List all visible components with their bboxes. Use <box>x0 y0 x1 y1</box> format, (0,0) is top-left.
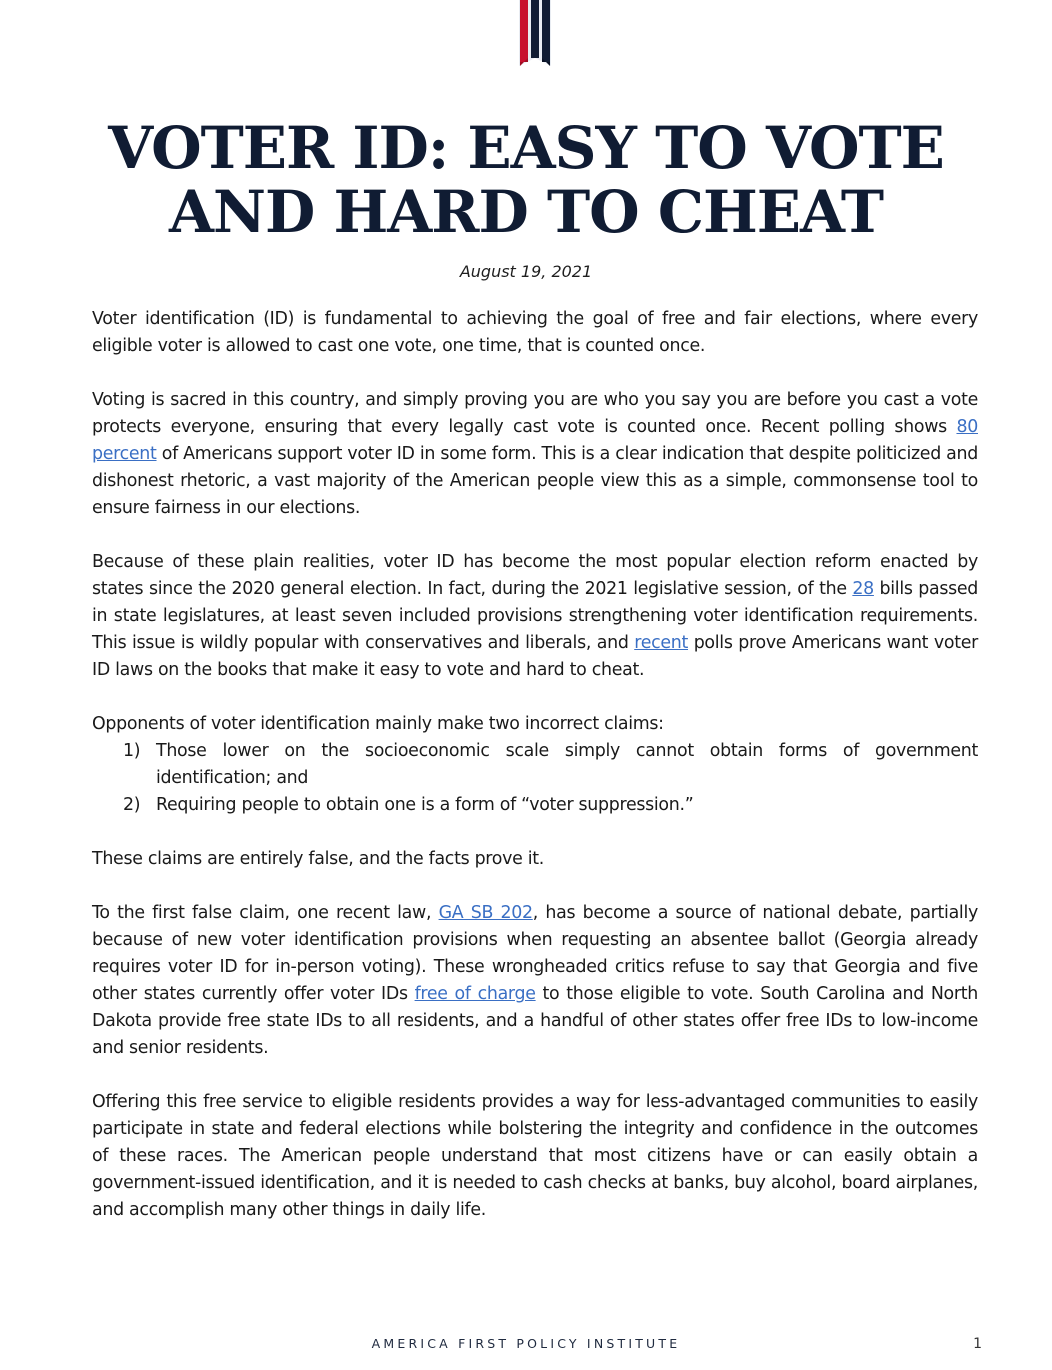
paragraph-text: polls prove Americans want voter ID laws on the books that make it easy to vote and hard to cheat. <box>92 633 978 680</box>
paragraph-text: of Americans support voter ID in some form. This is a clear indication that despite politicized and dishonest rhetoric, a vast majority of the American people view this as a simple, commonsense tool to ensure fairness in our elections. <box>92 444 978 518</box>
list-text: Those lower on the socioeconomic scale simply cannot obtain forms of government identification; and <box>156 741 978 788</box>
link-80-percent[interactable]: 80 percent <box>92 417 978 464</box>
paragraph-claims-intro: Opponents of voter identification mainly make two incorrect claims: <box>92 714 664 734</box>
page-title: VOTER ID: EASY TO VOTE AND HARD TO CHEAT <box>108 114 944 246</box>
paragraph-text: Voting is sacred in this country, and simply proving you are who you say you are before you cast a vote protects everyone, ensuring that every legally cast vote is counted once. Recent polling shows <box>92 390 978 437</box>
paragraph-text: , has become a source of national debate, partially because of new voter identification provisions when requesting an absentee ballot (Georgia already requires voter ID for in-person voting). These wrongheaded critics refuse to say that Georgia and five other states currently offer voter IDs <box>92 903 978 1004</box>
paragraph-text: to those eligible to vote. South Carolina and North Dakota provide free state IDs to all residents, and a handful of other states offer free IDs to low-income and senior residents. <box>92 984 978 1058</box>
list-number: 2) <box>123 795 141 815</box>
link-28-bills[interactable]: 28 <box>852 579 874 599</box>
link-free-of-charge[interactable]: free of charge <box>414 984 536 1004</box>
claims-list <box>92 738 978 819</box>
footer-organization: AMERICA FIRST POLICY INSTITUTE <box>371 1336 681 1351</box>
paragraph-georgia <box>92 900 978 1062</box>
paragraph-text: Because of these plain realities, voter ID has become the most popular election reform enacted by states since the 2020 general election. In fact, during the 2021 legislative session, of the <box>92 552 978 599</box>
paragraph-claims-false: These claims are entirely false, and the facts prove it. <box>92 849 545 869</box>
paragraph-text: bills passed in state legislatures, at least seven included provisions strengthening voter identification requirements. This issue is wildly popular with conservatives and liberals, and <box>92 579 978 653</box>
link-recent-polls[interactable]: recent <box>634 633 689 653</box>
paragraph-intro: Voter identification (ID) is fundamental to achieving the goal of free and fair elections, where every eligible voter is allowed to cast one vote, one time, that is counted once. <box>92 309 978 356</box>
link-ga-sb-202[interactable]: GA SB 202 <box>438 903 533 923</box>
flag-ribbon-icon <box>518 0 552 70</box>
list-item <box>92 792 978 819</box>
paragraph-text: To the first false claim, one recent law, <box>92 903 439 923</box>
page-number: 1 <box>973 1336 982 1352</box>
list-number: 1) <box>123 741 141 761</box>
publication-date: August 19, 2021 <box>459 262 593 281</box>
article-body <box>92 306 978 1251</box>
list-item <box>92 738 978 792</box>
paragraph-polling <box>92 387 978 522</box>
paragraph-legislation <box>92 549 978 684</box>
list-text: Requiring people to obtain one is a form of “voter suppression.” <box>156 795 694 815</box>
paragraph-free-service: Offering this free service to eligible residents provides a way for less-advantaged communities to easily participate in state and federal elections while bolstering the integrity and confidence in the outcomes of these races. The American people understand that most citizens have or can easily obtain a government-issued identification, and it is needed to cash checks at banks, buy alcohol, board airplanes, and accomplish many other things in daily life. <box>92 1092 978 1220</box>
